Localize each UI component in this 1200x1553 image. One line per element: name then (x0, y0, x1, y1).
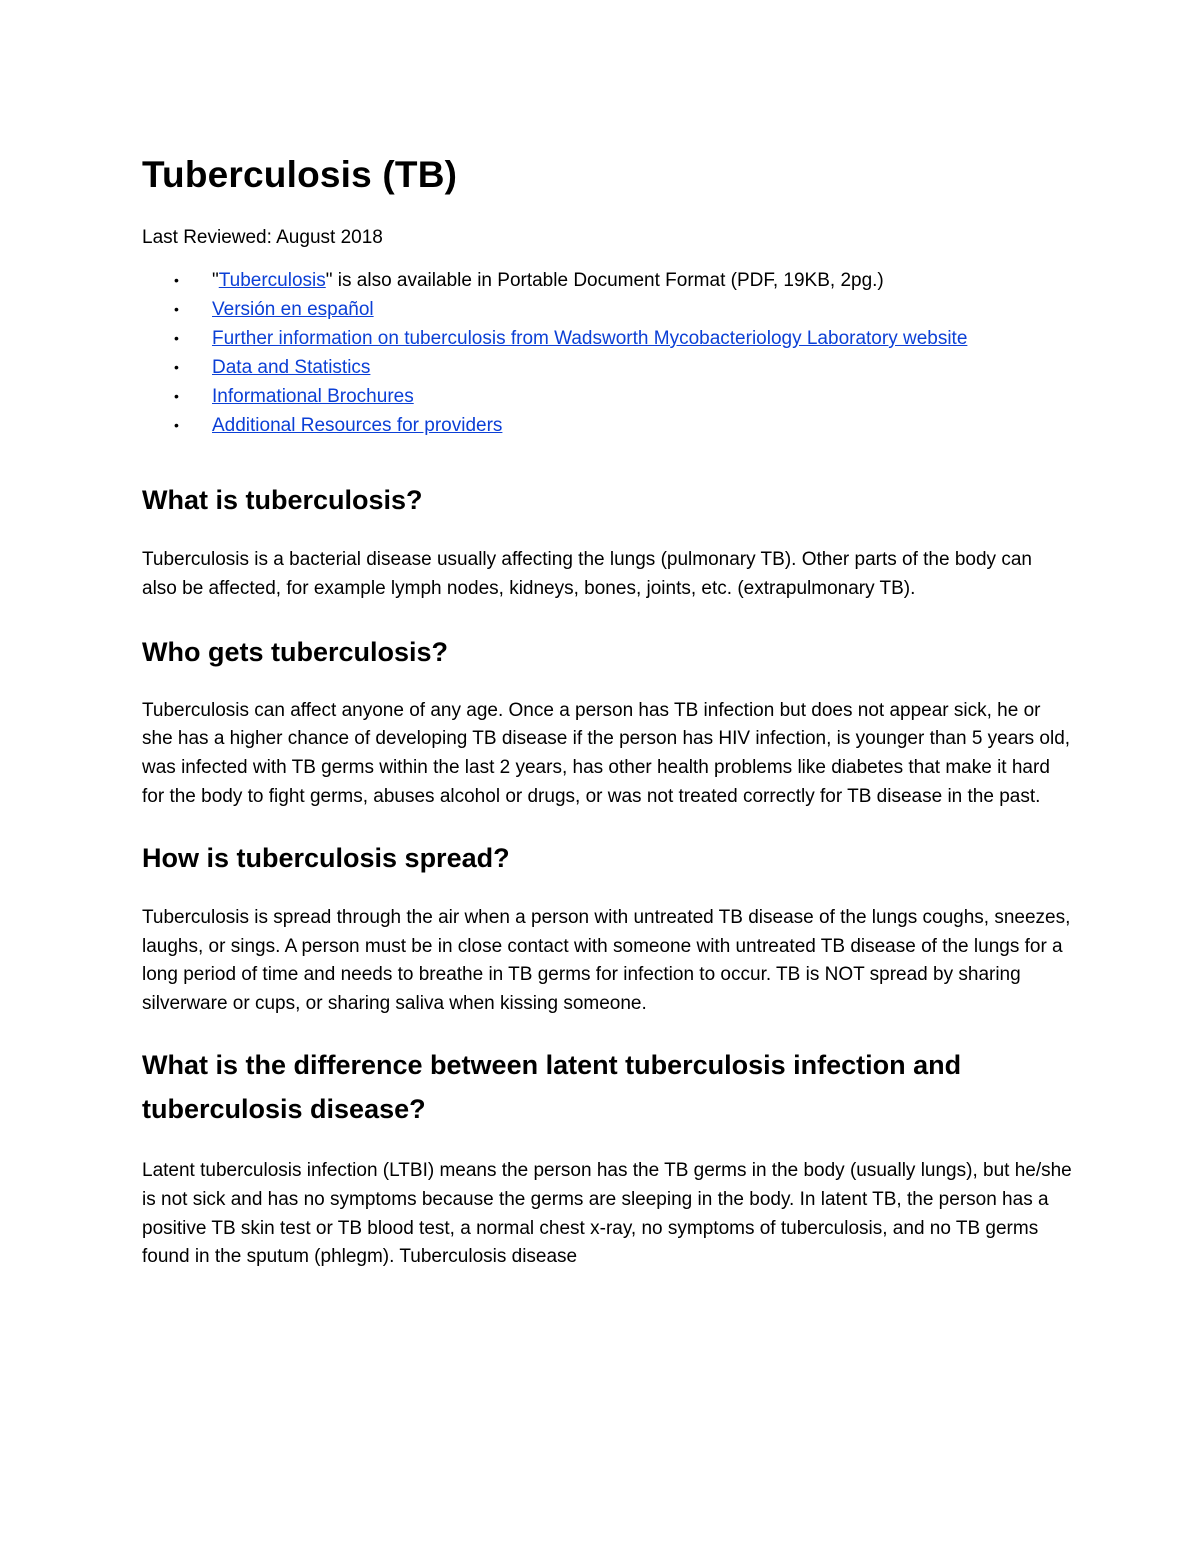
section-heading-how: How is tuberculosis spread? (142, 842, 510, 873)
pdf-availability-text: " is also available in Portable Document Format (PDF, 19KB, 2pg.) (325, 270, 884, 291)
section-heading-difference: What is the difference between latent tuberculosis infection and tuberculosis disease? (142, 1049, 962, 1124)
tuberculosis-pdf-link[interactable]: Tuberculosis (218, 270, 326, 291)
wadsworth-laboratory-link[interactable]: Further information on tuberculosis from Wadsworth Mycobacteriology Laboratory website (212, 328, 968, 349)
bullet-icon: • (174, 417, 179, 433)
section-body-who: Tuberculosis can affect anyone of any age. Once a person has TB infection but does not appear sick, he or she has a higher chance of developing TB disease if the person has HIV infection, is younger than 5 years old, was infected with TB germs within the last 2 years, has other health problems like diabetes that make it hard for the body to fight germs, abuses alcohol or drugs, or was not treated correctly for TB disease in the past. (142, 699, 1071, 807)
list-item-pdf (142, 266, 1072, 295)
list-item-brochures (142, 382, 1072, 411)
bullet-icon: • (174, 301, 179, 317)
list-item-providers (142, 411, 1072, 440)
section-body-how: Tuberculosis is spread through the air when a person with untreated TB disease of the lungs coughs, sneezes, laughs, or sings. A person must be in close contact with someone with untreated TB disease of the lungs for a long period of time and needs to breathe in TB germs for infection to occur. TB is NOT spread by sharing silverware or cups, or sharing saliva when kissing someone. (142, 906, 1071, 1015)
last-reviewed-date: Last Reviewed: August 2018 (142, 227, 383, 248)
section-body-difference: Latent tuberculosis infection (LTBI) means the person has the TB germs in the body (usually lungs), but he/she is not sick and has no symptoms because the germs are sleeping in the body. In latent TB, the person has a positive TB skin test or TB blood test, a normal chest x-ray, no symptoms of tuberculosis, and no TB germs found in the sputum (phlegm). Tuberculosis disease (142, 1159, 1072, 1268)
spanish-version-link[interactable]: Versión en español (212, 299, 374, 320)
section-body-what: Tuberculosis is a bacterial disease usually affecting the lungs (pulmonary TB). Other parts of the body can also be affected, for example lymph nodes, kidneys, bones, joints, etc. (extrapulmonary TB). (142, 549, 1032, 599)
resource-links-list (142, 266, 1072, 440)
list-item-data-stats (142, 353, 1072, 382)
data-statistics-link[interactable]: Data and Statistics (212, 357, 371, 378)
provider-resources-link[interactable]: Additional Resources for providers (212, 415, 503, 436)
section-heading-what: What is tuberculosis? (142, 485, 423, 515)
page-title: Tuberculosis (TB) (142, 154, 458, 195)
list-item-wadsworth (142, 324, 1072, 353)
bullet-icon: • (174, 388, 179, 404)
list-item-spanish (142, 295, 1072, 324)
informational-brochures-link[interactable]: Informational Brochures (212, 386, 414, 407)
bullet-icon: • (174, 330, 179, 346)
pdf-quote-open: " (212, 270, 219, 291)
bullet-icon: • (174, 359, 179, 375)
document-content (142, 148, 1072, 1272)
section-heading-who: Who gets tuberculosis? (142, 636, 449, 667)
bullet-icon: • (174, 272, 179, 288)
